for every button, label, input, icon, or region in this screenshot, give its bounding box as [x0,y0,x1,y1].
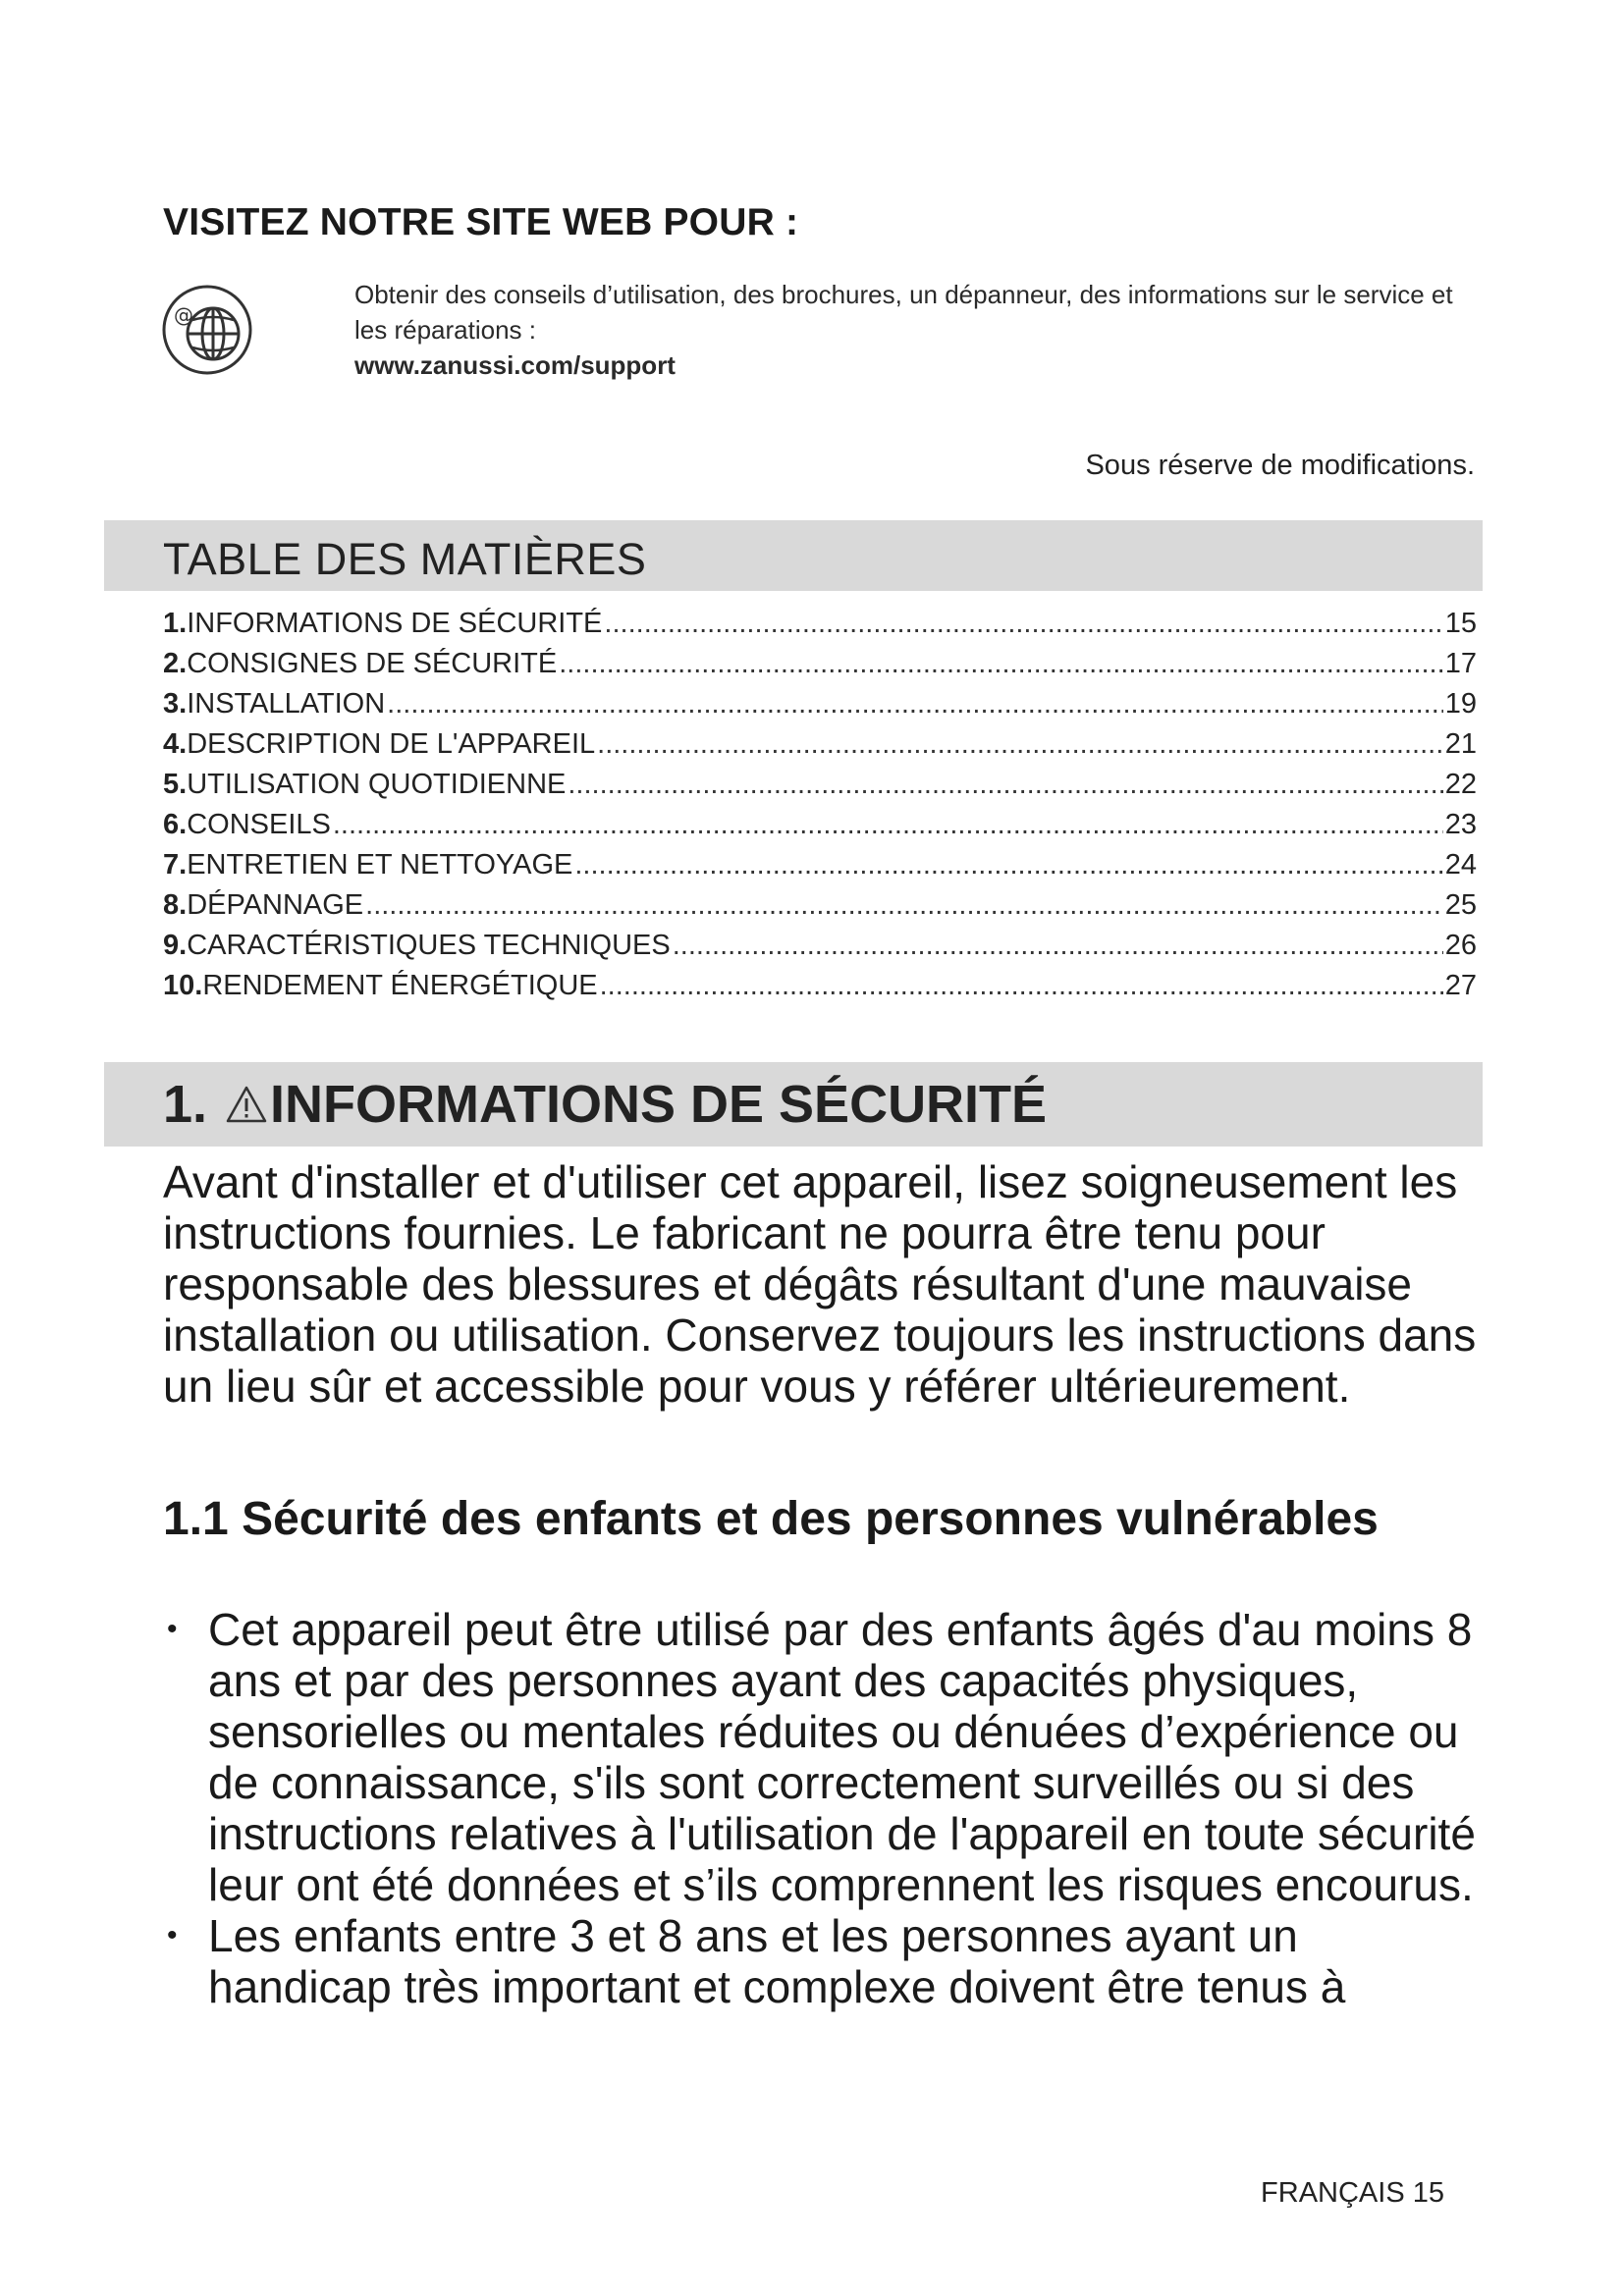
bullet-dot-icon: • [167,1919,178,1951]
toc-item-page: 27 [1444,970,1477,1001]
toc-leader-dots [387,688,1443,721]
toc-item[interactable] [163,809,1477,849]
toc-leader-dots [333,809,1443,841]
toc-item-label: CONSEILS [187,809,331,840]
toc-item-page: 24 [1444,849,1477,881]
toc-item-page: 26 [1444,930,1477,961]
toc-item-page: 22 [1444,769,1477,800]
toc-item-number: 9. [163,930,188,961]
section-title-text: INFORMATIONS DE SÉCURITÉ [270,1075,1048,1134]
toc-item[interactable] [163,970,1477,1010]
toc-item-label: ENTRETIEN ET NETTOYAGE [187,849,573,881]
toc-item-number: 8. [163,889,188,921]
toc-leader-dots [568,769,1442,801]
toc-item-label: DÉPANNAGE [187,889,364,921]
toc-item-page: 23 [1444,809,1477,840]
toc-leader-dots [365,889,1443,922]
toc-item-page: 15 [1444,608,1477,639]
toc-item[interactable] [163,648,1477,688]
toc-leader-dots [600,970,1443,1002]
toc-item[interactable] [163,688,1477,728]
toc-item-page: 17 [1444,648,1477,679]
toc-item-page: 21 [1444,728,1477,760]
svg-text:@: @ [174,303,193,327]
modification-notice: Sous réserve de modifications. [1085,450,1475,481]
toc-item-page: 19 [1444,688,1477,720]
toc-leader-dots [559,648,1442,680]
toc-item-number: 1. [163,608,188,639]
toc-item-number: 3. [163,688,188,720]
toc-item-number: 7. [163,849,188,881]
toc-item-number: 5. [163,769,188,800]
toc-leader-dots [673,930,1443,962]
toc-item-number: 2. [163,648,188,679]
safety-intro-paragraph: Avant d'installer et d'utiliser cet appareil, lisez soigneusement les instructions fournies. Le fabricant ne pourra être tenu pour responsable des blessures et dégâts résultant d'une mauvaise installation ou utilisation. Conservez toujours les instructions dans un lieu sûr et accessible pour vous y référer ultérieurement. [163,1156,1477,1412]
visit-text: Obtenir des conseils d’utilisation, des brochures, un dépanneur, des informations sur le service et les réparations : [354,280,1453,345]
list-item [163,1910,1489,2012]
toc-item-number: 10. [163,970,203,1001]
toc-leader-dots [597,728,1443,761]
toc-item-page: 25 [1444,889,1477,921]
section-number: 1. [163,1075,208,1134]
toc-item[interactable] [163,889,1477,930]
bullet-dot-icon: • [167,1613,178,1645]
section-header-band [104,1062,1483,1147]
toc-item[interactable] [163,769,1477,809]
toc-item-label: INFORMATIONS DE SÉCURITÉ [187,608,603,639]
page-footer: FRANÇAIS 15 [1261,2177,1444,2209]
table-of-contents [163,608,1477,1010]
section-title [163,1074,1047,1135]
subsection-title: 1.1 Sécurité des enfants et des personnes vulnérables [163,1493,1379,1545]
toc-item-label: RENDEMENT ÉNERGÉTIQUE [202,970,598,1001]
toc-item-number: 6. [163,809,188,840]
toc-item-number: 4. [163,728,188,760]
toc-item-label: CARACTÉRISTIQUES TECHNIQUES [187,930,671,961]
toc-leader-dots [574,849,1442,881]
toc-item-label: CONSIGNES DE SÉCURITÉ [187,648,558,679]
visit-description [354,277,1474,383]
toc-header-band [104,520,1483,591]
toc-item-label: DESCRIPTION DE L'APPAREIL [187,728,596,760]
support-url-link[interactable]: www.zanussi.com/support [354,350,676,380]
warning-triangle-icon [225,1085,268,1124]
safety-bullet-list [163,1604,1489,2012]
toc-leader-dots [604,608,1442,640]
bullet-text: Les enfants entre 3 et 8 ans et les personnes ayant un handicap très important et complexe doivent être tenus à [208,1910,1346,2012]
globe-at-icon [160,283,254,377]
toc-title: TABLE DES MATIÈRES [163,534,647,584]
bullet-text: Cet appareil peut être utilisé par des enfants âgés d'au moins 8 ans et par des personnes ayant des capacités physiques, sensorielles ou mentales réduites ou dénuées d’expérience ou de connaissance, s'ils sont correctement surveillés ou si des instructions relatives à l'utilisation de l'appareil en toute sécurité leur ont été données et s’ils comprennent les risques encourus. [208,1604,1476,1910]
toc-item[interactable] [163,849,1477,889]
visit-website-heading: VISITEZ NOTRE SITE WEB POUR : [163,201,799,243]
toc-item[interactable] [163,608,1477,648]
toc-item-label: UTILISATION QUOTIDIENNE [187,769,567,800]
toc-item[interactable] [163,728,1477,769]
toc-item-label: INSTALLATION [187,688,386,720]
toc-item[interactable] [163,930,1477,970]
list-item [163,1604,1489,1910]
